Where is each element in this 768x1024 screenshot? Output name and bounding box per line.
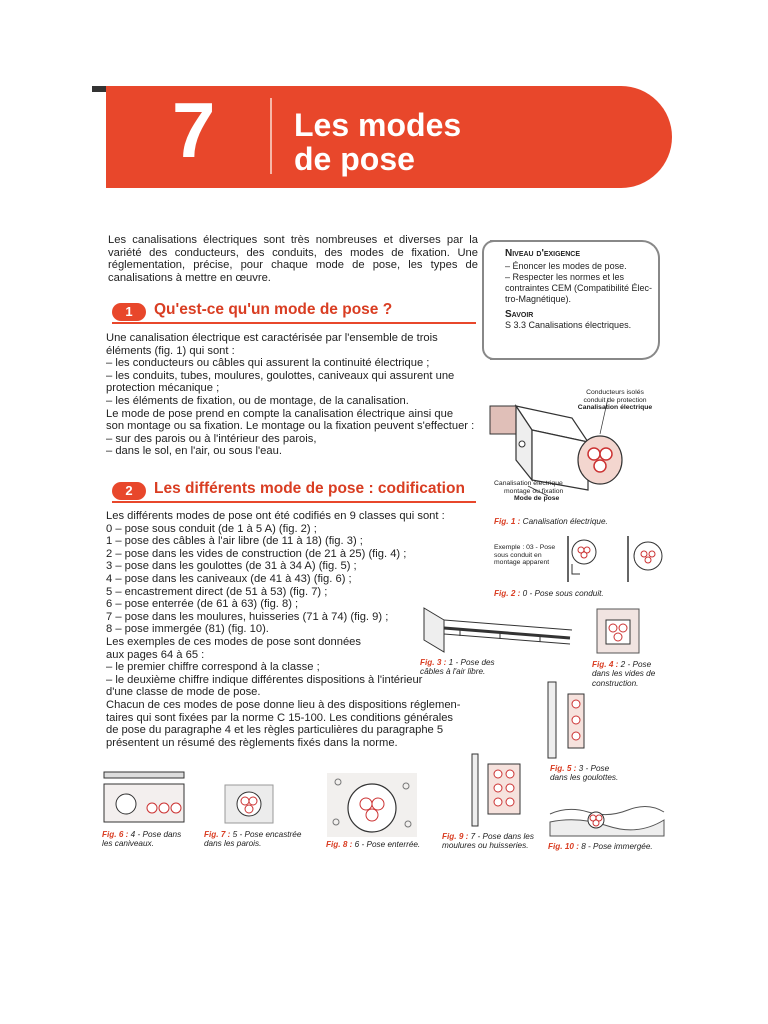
fig1-conductor	[600, 448, 612, 460]
fig3-caption	[420, 658, 495, 677]
fig6-cable	[116, 794, 136, 814]
fig3-illustration	[420, 606, 578, 656]
fig4-caption-text: 2 - Pose dans les vides de construction.	[592, 660, 656, 688]
banner-divider	[270, 98, 272, 174]
text-line: 3 – pose dans les goulottes (de 31 à 34 A) (fig. 5) ;	[106, 560, 357, 573]
fig9-conductor	[494, 798, 502, 806]
text-line: – les conducteurs ou câbles qui assurent la continuité électrique ;	[106, 357, 430, 370]
text-line: Les différents modes de pose ont été codifiés en 9 classes qui sont :	[106, 510, 445, 522]
fig9-conductor	[506, 784, 514, 792]
fig9-conductor	[494, 770, 502, 778]
niveau-item: tro-Magnétique).	[505, 294, 572, 304]
text-line: Une canalisation électrique est caractérisée par l'ensemble de trois	[106, 332, 438, 344]
savoir-title: Savoir	[505, 309, 534, 320]
chapter-number: 7	[172, 86, 216, 174]
fig10-caption	[548, 842, 653, 851]
fig7-caption-text: 5 - Pose encastrée dans les parois.	[204, 830, 302, 849]
fig5-caption	[550, 764, 618, 783]
text-line: 2 – pose dans les vides de construction (de 21 à 25) (fig. 4) ;	[106, 547, 407, 560]
fig6-caption-num: Fig. 6 :	[102, 830, 129, 839]
fig9-moulding	[488, 764, 520, 814]
niveau-title: Niveau d'exigence	[505, 248, 581, 259]
fig8-conductor	[372, 798, 384, 810]
fig9-conductor	[494, 784, 502, 792]
fig9-conductor	[506, 798, 514, 806]
text-line: son montage ou sa fixation. Le montage ou la fixation peuvent s'effectuer :	[106, 420, 475, 433]
text-line: présentent un résumé des règlements fixés dans la norme.	[106, 736, 398, 749]
fig2-conduit	[634, 542, 662, 570]
text-line: 5 – encastrement direct (de 51 à 53) (fig. 7) ;	[106, 585, 328, 598]
fig4-conductor	[614, 633, 622, 641]
niveau-item: contraintes CEM (Compatibilité Élec-	[505, 283, 653, 293]
fig4-conductor	[619, 624, 627, 632]
fig10-caption-text: 8 - Pose immergée.	[581, 842, 653, 851]
fig9-caption-text: 7 - Pose dans les moulures ou huisseries.	[442, 832, 534, 851]
fig9-wall	[472, 754, 478, 826]
fig9-illustration	[470, 752, 524, 828]
section-2-title: Les différents mode de pose : codification	[154, 480, 465, 497]
fig8-illustration	[326, 772, 418, 838]
text-line: 1 – pose des câbles à l'air libre (de 11 à 18) (fig. 3) ;	[106, 535, 363, 548]
text-line: – le deuxième chiffre indique différentes dispositions à l'intérieur	[106, 673, 423, 686]
intro-paragraph: Les canalisations électriques sont très nombreuses et diverses par la variété des conducteurs, des conduits, des modes de fixation. Une réglementation, précise, pour chaque mode de pose, les types de canalisations à mettre en œuvre.	[108, 234, 478, 284]
corner-mark	[92, 86, 106, 92]
fig2-illustration	[564, 534, 674, 586]
text-line: – le premier chiffre correspond à la classe ;	[106, 661, 320, 674]
fig8-caption	[326, 840, 420, 849]
fig2-clip	[572, 564, 580, 574]
text-line: aux pages 64 à 65 :	[106, 648, 205, 661]
fig1-caption	[494, 517, 608, 526]
fig2-example: Exemple : 03 - Pose sous conduit en montage apparent	[494, 544, 556, 567]
fig7-caption	[204, 830, 301, 849]
fig1-conductor	[594, 460, 606, 472]
section-1-rule	[112, 322, 476, 324]
text-line: – les conduits, tubes, moulures, goulottes, caniveaux qui assurent une	[106, 369, 455, 382]
fig6-caption	[102, 830, 181, 849]
fig8-caption-text: 6 - Pose enterrée.	[354, 840, 421, 849]
text-line: Le mode de pose prend en compte la canalisation électrique ainsi que	[106, 407, 454, 420]
fig1-label: Conducteurs isolés	[586, 389, 644, 396]
fig4-conductor	[609, 624, 617, 632]
fig3-wall	[424, 608, 444, 652]
fig7-conductor	[241, 797, 249, 805]
section-2-number: 2	[112, 482, 146, 500]
fig1-label: Mode de pose	[514, 495, 560, 503]
fig9-conductor	[506, 770, 514, 778]
fig10-caption-num: Fig. 10 :	[548, 842, 579, 851]
fig7-conductor	[249, 797, 257, 805]
niveau-panel	[505, 248, 655, 331]
fig6-illustration	[102, 770, 186, 826]
fig3-caption-text: 1 - Pose des câbles à l'air libre.	[420, 658, 495, 677]
fig1-label: conduit de protection	[583, 396, 647, 404]
fig2-conductor	[641, 551, 647, 557]
text-line: – sur des parois ou à l'intérieur des parois,	[106, 432, 317, 445]
text-line: 7 – pose dans les moulures, huisseries (71 à 74) (fig. 9) ;	[106, 610, 389, 623]
fig8-conductor	[366, 809, 378, 821]
fig5-wall	[548, 682, 556, 758]
text-line: taires qui sont fixées par la norme C 15-100. Les conditions générales	[106, 711, 454, 724]
fig5-illustration	[546, 680, 586, 760]
fig4-caption-num: Fig. 4 :	[592, 660, 619, 669]
fig5-caption-text: 3 - Pose dans les goulottes.	[550, 764, 619, 783]
fig1-caption-num: Fig. 1 :	[494, 517, 521, 526]
fig2-conductor	[645, 557, 651, 563]
fig3-cable	[444, 628, 570, 638]
fig3-caption-num: Fig. 3 :	[420, 658, 447, 667]
fig2-caption	[494, 589, 604, 598]
text-line: – les éléments de fixation, ou de montage, de la canalisation.	[106, 394, 409, 407]
text-line: de pose du paragraphe 4 et les règles particulières du paragraphe 5	[106, 724, 444, 737]
fig9-caption-num: Fig. 9 :	[442, 832, 469, 841]
fig5-conductor	[572, 732, 580, 740]
fig5-caption-num: Fig. 5 :	[550, 764, 577, 773]
fig7-conductor	[245, 805, 253, 813]
fig4-illustration	[596, 608, 640, 654]
text-line: 6 – pose enterrée (de 61 à 63) (fig. 8) ;	[106, 598, 299, 611]
chapter-title: Les modes de pose	[294, 107, 462, 177]
fig10-bed	[550, 820, 664, 836]
fig7-illustration	[224, 784, 274, 824]
fig10-illustration	[548, 798, 666, 838]
fig1-labels-top	[570, 389, 660, 412]
fig9-caption	[442, 832, 534, 851]
text-line: Les exemples de ces modes de pose sont données	[106, 635, 361, 648]
section-1-title: Qu'est-ce qu'un mode de pose ?	[154, 301, 393, 318]
section-1-body	[106, 332, 478, 458]
text-line: protection mécanique ;	[106, 382, 220, 395]
text-line: d'une classe de mode de pose.	[106, 686, 261, 699]
fig6-conductor	[171, 803, 181, 813]
fig2-caption-num: Fig. 2 :	[494, 589, 521, 598]
section-2-rule	[112, 501, 476, 503]
fig6-caption-text: 4 - Pose dans les caniveaux.	[102, 830, 182, 849]
fig2-conductor	[649, 551, 655, 557]
fig4-caption	[592, 660, 655, 688]
section-1-number: 1	[112, 303, 146, 321]
fig6-conductor	[159, 803, 169, 813]
fig1-screw	[519, 441, 525, 447]
fig8-conduit	[348, 784, 396, 832]
text-line: 0 – pose sous conduit (de 1 à 5 A) (fig. 2) ;	[106, 522, 317, 535]
fig2-caption-text: 0 - Pose sous conduit.	[522, 589, 604, 598]
fig1-labels-bottom	[494, 480, 604, 503]
text-line: – dans le sol, en l'air, ou sous l'eau.	[106, 445, 282, 458]
fig10-conductor	[593, 820, 599, 826]
fig1-conductor	[588, 448, 600, 460]
text-line: Chacun de ces modes de pose donne lieu à des dispositions réglemen-	[106, 698, 461, 711]
niveau-item: – Respecter les normes et les	[505, 272, 625, 282]
fig6-cover	[104, 772, 184, 778]
text-line: 4 – pose dans les caniveaux (de 41 à 43) (fig. 6) ;	[106, 572, 352, 585]
text-line: éléments (fig. 1) qui sont :	[106, 344, 235, 357]
fig5-conductor	[572, 700, 580, 708]
fig5-conductor	[572, 716, 580, 724]
fig1-conduit-start	[490, 406, 516, 434]
text-line: 8 – pose immergée (81) (fig. 10).	[106, 623, 269, 636]
fig6-conductor	[147, 803, 157, 813]
fig1-caption-text: Canalisation électrique.	[522, 517, 608, 526]
savoir-item: S 3.3 Canalisations électriques.	[505, 320, 632, 330]
fig10-water	[550, 806, 664, 814]
fig1-label: Canalisation électrique	[577, 404, 653, 412]
fig1-label: Canalisation électrique	[494, 480, 563, 487]
fig8-caption-num: Fig. 8 :	[326, 840, 353, 849]
niveau-item: – Énoncer les modes de pose.	[505, 261, 627, 271]
fig8-conductor	[360, 798, 372, 810]
fig2-conductor	[581, 552, 587, 558]
fig7-caption-num: Fig. 7 :	[204, 830, 231, 839]
fig1-label: montage ou fixation	[504, 487, 564, 495]
